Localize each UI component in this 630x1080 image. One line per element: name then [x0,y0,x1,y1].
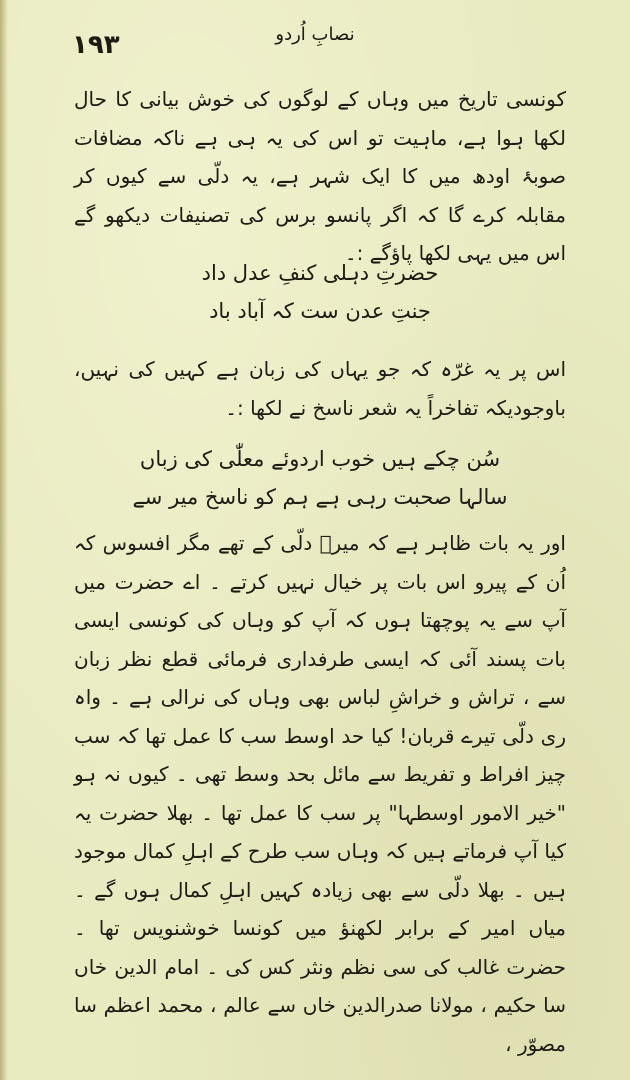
verse-line-2: جنتِ عدن ست کہ آباد باد [209,299,431,323]
persian-couplet [74,254,566,330]
paragraph-3: اور یہ بات ظاہر ہے کہ میرؔ دلّی کے تھے مگر افسوس کہ اُن کے پیرو اس بات پر خیال نہیں کرتے ۔ اے حضرت میں آپ سے یہ پوچھتا ہوں کہ آپ کو وہاں کی کونسی ایسی بات پسند آئی کہ ایسی طرفداری فرمائی قطع نظر زبان سے ، تراش و خراشِ لباس بھی وہاں کی نرالی ہے ۔ واہ ری دلّی تیرے قربان! کیا حد اوسط سب کا عمل تھا کہ سب چیز افراط و تفریط سے مائل بحد وسط تھی ۔ کیوں نہ ہو "خیر الامور اوسطہا" پر سب کا عمل تھا ۔ بھلا حضرت یہ کیا آپ فرماتے ہیں کہ وہاں سب طرح کے اہلِ کمال موجود ہیں ۔ بھلا دلّی سے بھی زیادہ کہیں اہلِ کمال ہوں گے ۔ میاں امیر کے برابر لکھنؤ میں کونسا خوشنویس تھا ۔ حضرت غالب کی سی نظم ونثر کس کی ۔ امام الدین خاں سا حکیم ، مولانا صدرالدین خاں سے عالم ، محمد اعظم سا مصوّر ، [74,531,566,1056]
verse-line-3: سُن چکے ہیں خوب اردوئے معلّٰی کی زباں [139,447,501,471]
paragraph-2: اس پر یہ غرّہ کہ جو یہاں کی زبان ہے کہیں کی نہیں، باوجودیکہ تفاخراً یہ شعر ناسخ نے لکھا :۔ [74,357,566,420]
page-binding-shadow [0,0,8,1080]
running-title: نصابِ اُردو [275,24,355,45]
page-number: ۱۹۳ [72,30,120,60]
verse-line-4: سالہا صحبت رہی ہے ہم کو ناسخ میر سے [132,485,508,509]
nasikh-couplet [74,440,566,516]
paragraph-1: کونسی تاریخ میں وہاں کے لوگوں کی خوش بیانی کا حال لکھا ہوا ہے، ماہیت تو اس کی یہ ہی ہے ناکہ مضافات صوبۂ اودھ میں کا ایک شہر ہے، یہ دلّی سے کیوں کر مقابلہ کرے گا کہ اگر پانسو برس کی تصنیفات دیکھو گے اس میں یہی لکھا پاؤگے :۔ [74,87,566,265]
verse-line-1: حضرتِ دہلی کنفِ عدل داد [201,261,439,285]
page-header [0,22,630,66]
